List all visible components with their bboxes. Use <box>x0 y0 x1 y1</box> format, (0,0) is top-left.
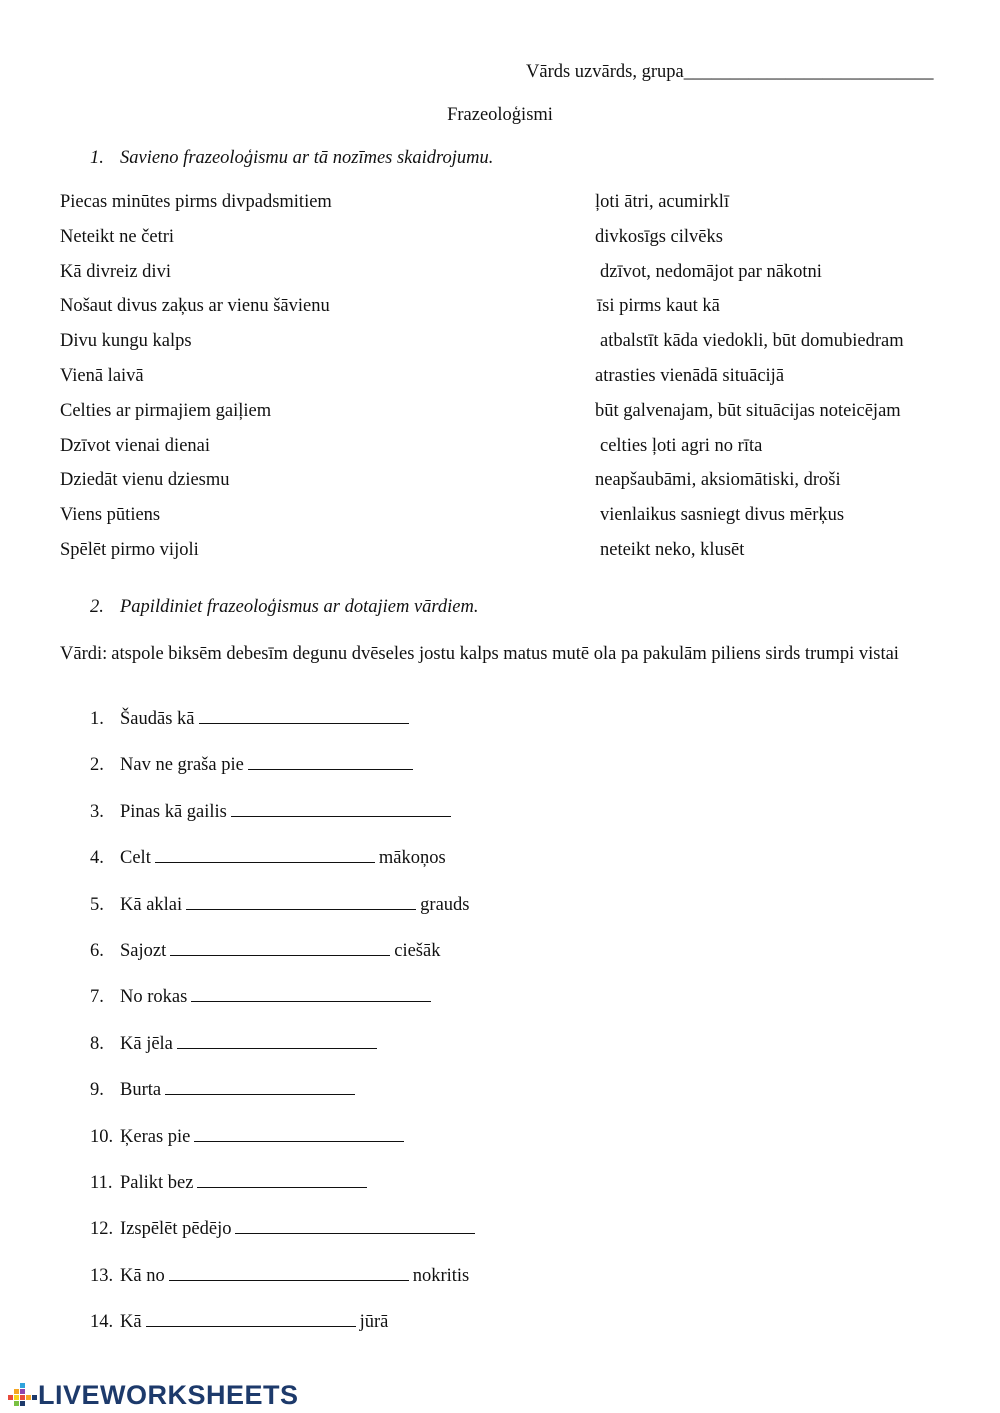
fill-item-number: 1. <box>90 709 104 729</box>
fill-item-before: Celt <box>120 848 151 869</box>
answer-blank[interactable] <box>199 709 409 724</box>
matching-row <box>60 470 960 505</box>
fill-item-number: 9. <box>90 1080 104 1101</box>
phrase-item[interactable]: Dzīvot vienai dienai <box>60 435 211 456</box>
phrase-item[interactable]: Vienā laivā <box>60 365 144 386</box>
fill-item-number: 12. <box>90 1219 114 1240</box>
answer-blank[interactable] <box>169 1266 409 1281</box>
page-title: Frazeoloģismi <box>447 105 553 125</box>
fill-item-after: jūrā <box>359 1312 389 1333</box>
task-1-instruction <box>90 148 493 169</box>
task-2-text: Papildiniet frazeoloģismus ar dotajiem vārdiem. <box>120 597 479 617</box>
meaning-item[interactable]: neapšaubāmi, aksiomātiski, droši <box>595 470 841 491</box>
fill-item-before: Kā no <box>120 1265 165 1286</box>
answer-blank[interactable] <box>155 848 375 863</box>
meaning-item[interactable]: būt galvenajam, būt situācijas noteicējam <box>595 400 901 421</box>
fill-item-number: 14. <box>90 1312 114 1333</box>
fill-item-number: 7. <box>90 987 104 1008</box>
fill-item <box>90 1266 479 1312</box>
phrase-item[interactable]: Piecas minūtes pirms divpadsmitiem <box>60 192 332 212</box>
phrase-item[interactable]: Divu kungu kalps <box>60 331 192 352</box>
meaning-item[interactable]: atrasties vienādā situācijā <box>595 365 785 386</box>
fill-item-before: Palikt bez <box>120 1172 194 1193</box>
matching-row <box>60 262 960 297</box>
fill-item <box>90 1127 479 1173</box>
fill-item <box>90 1034 479 1080</box>
name-group-field[interactable]: Vārds uzvārds, grupa___________________________ <box>526 62 934 82</box>
answer-blank[interactable] <box>165 1080 355 1095</box>
meaning-item[interactable]: īsi pirms kaut kā <box>597 296 720 317</box>
fill-item-after: ciešāk <box>394 940 441 961</box>
matching-row <box>60 401 960 436</box>
fill-in-list <box>90 709 479 1358</box>
answer-blank[interactable] <box>235 1219 475 1234</box>
meaning-item[interactable]: neteikt neko, klusēt <box>600 539 745 560</box>
fill-item-before: Kā jēla <box>120 1033 173 1054</box>
answer-blank[interactable] <box>186 895 416 910</box>
phrase-item[interactable]: Dziedāt vienu dziesmu <box>60 470 230 491</box>
fill-item <box>90 1219 479 1265</box>
fill-item-before: Nav ne graša pie <box>120 755 244 776</box>
liveworksheets-logo-text: LIVEWORKSHEETS <box>38 1380 299 1410</box>
fill-item-before: Izspēlēt pēdējo <box>120 1219 232 1240</box>
answer-blank[interactable] <box>194 1127 404 1142</box>
matching-exercise <box>60 192 960 575</box>
fill-item <box>90 848 479 894</box>
answer-blank[interactable] <box>197 1173 367 1188</box>
fill-item-before: Sajozt <box>120 940 167 961</box>
matching-row <box>60 366 960 401</box>
liveworksheets-logo-icon <box>8 1383 38 1409</box>
fill-item-number: 4. <box>90 848 104 869</box>
fill-item <box>90 1080 479 1126</box>
task-2-instruction <box>90 597 479 618</box>
fill-item-after: nokritis <box>412 1265 470 1286</box>
fill-item-before: Burta <box>120 1080 162 1101</box>
fill-item-number: 6. <box>90 940 104 961</box>
fill-item <box>90 755 479 801</box>
fill-item-before: Kā <box>120 1312 142 1333</box>
phrase-item[interactable]: Celties ar pirmajiem gaiļiem <box>60 400 272 421</box>
word-bank-label: Vārdi: <box>60 644 108 664</box>
phrase-item[interactable]: Viens pūtiens <box>60 505 161 526</box>
fill-item <box>90 987 479 1033</box>
fill-item-number: 3. <box>90 801 104 822</box>
meaning-item[interactable]: vienlaikus sasniegt divus mērķus <box>600 505 845 526</box>
fill-item <box>90 1173 479 1219</box>
word-bank-list: atspole biksēm debesīm degunu dvēseles jostu kalps matus mutē ola pa pakulām piliens sirds trumpi vistai <box>111 644 899 664</box>
answer-blank[interactable] <box>170 941 390 956</box>
fill-item <box>90 709 479 755</box>
fill-item-before: Ķeras pie <box>120 1126 191 1147</box>
task-1-number: 1. <box>90 148 104 168</box>
matching-row <box>60 505 960 540</box>
meaning-item[interactable]: dzīvot, nedomājot par nākotni <box>600 261 822 282</box>
fill-item-number: 10. <box>90 1126 114 1147</box>
liveworksheets-logo <box>8 1380 299 1411</box>
fill-item-before: No rokas <box>120 987 188 1008</box>
fill-item-before: Pinas kā gailis <box>120 801 227 822</box>
matching-row <box>60 540 960 575</box>
answer-blank[interactable] <box>248 755 413 770</box>
meaning-item[interactable]: atbalstīt kāda viedokli, būt domubiedram <box>600 331 904 352</box>
fill-item-number: 13. <box>90 1265 114 1286</box>
matching-row <box>60 436 960 471</box>
meaning-item[interactable]: divkosīgs cilvēks <box>595 226 723 247</box>
fill-item-number: 5. <box>90 894 104 915</box>
phrase-item[interactable]: Spēlēt pirmo vijoli <box>60 539 199 560</box>
fill-item-after: mākoņos <box>378 848 446 869</box>
task-1-text: Savieno frazeoloģismu ar tā nozīmes skaidrojumu. <box>120 148 494 168</box>
fill-item-after: grauds <box>420 894 470 915</box>
phrase-item[interactable]: Kā divreiz divi <box>60 261 171 282</box>
matching-row <box>60 296 960 331</box>
fill-item <box>90 802 479 848</box>
meaning-item[interactable]: celties ļoti agri no rīta <box>600 435 763 456</box>
phrase-item[interactable]: Nošaut divus zaķus ar vienu šāvienu <box>60 296 330 317</box>
fill-item-before: Kā aklai <box>120 894 183 915</box>
fill-item-before: Šaudās kā <box>120 709 195 729</box>
fill-item <box>90 1312 479 1358</box>
fill-item-number: 11. <box>90 1172 113 1193</box>
matching-row <box>60 192 960 227</box>
answer-blank[interactable] <box>231 802 451 817</box>
meaning-item[interactable]: ļoti ātri, acumirklī <box>595 192 730 212</box>
fill-item-number: 8. <box>90 1033 104 1054</box>
matching-row <box>60 227 960 262</box>
matching-row <box>60 331 960 366</box>
fill-item <box>90 941 479 987</box>
word-bank <box>60 641 938 667</box>
fill-item <box>90 895 479 941</box>
answer-blank[interactable] <box>191 987 431 1002</box>
task-2-number: 2. <box>90 597 104 617</box>
phrase-item[interactable]: Neteikt ne četri <box>60 226 175 247</box>
answer-blank[interactable] <box>146 1312 356 1327</box>
fill-item-number: 2. <box>90 755 104 776</box>
answer-blank[interactable] <box>177 1034 377 1049</box>
